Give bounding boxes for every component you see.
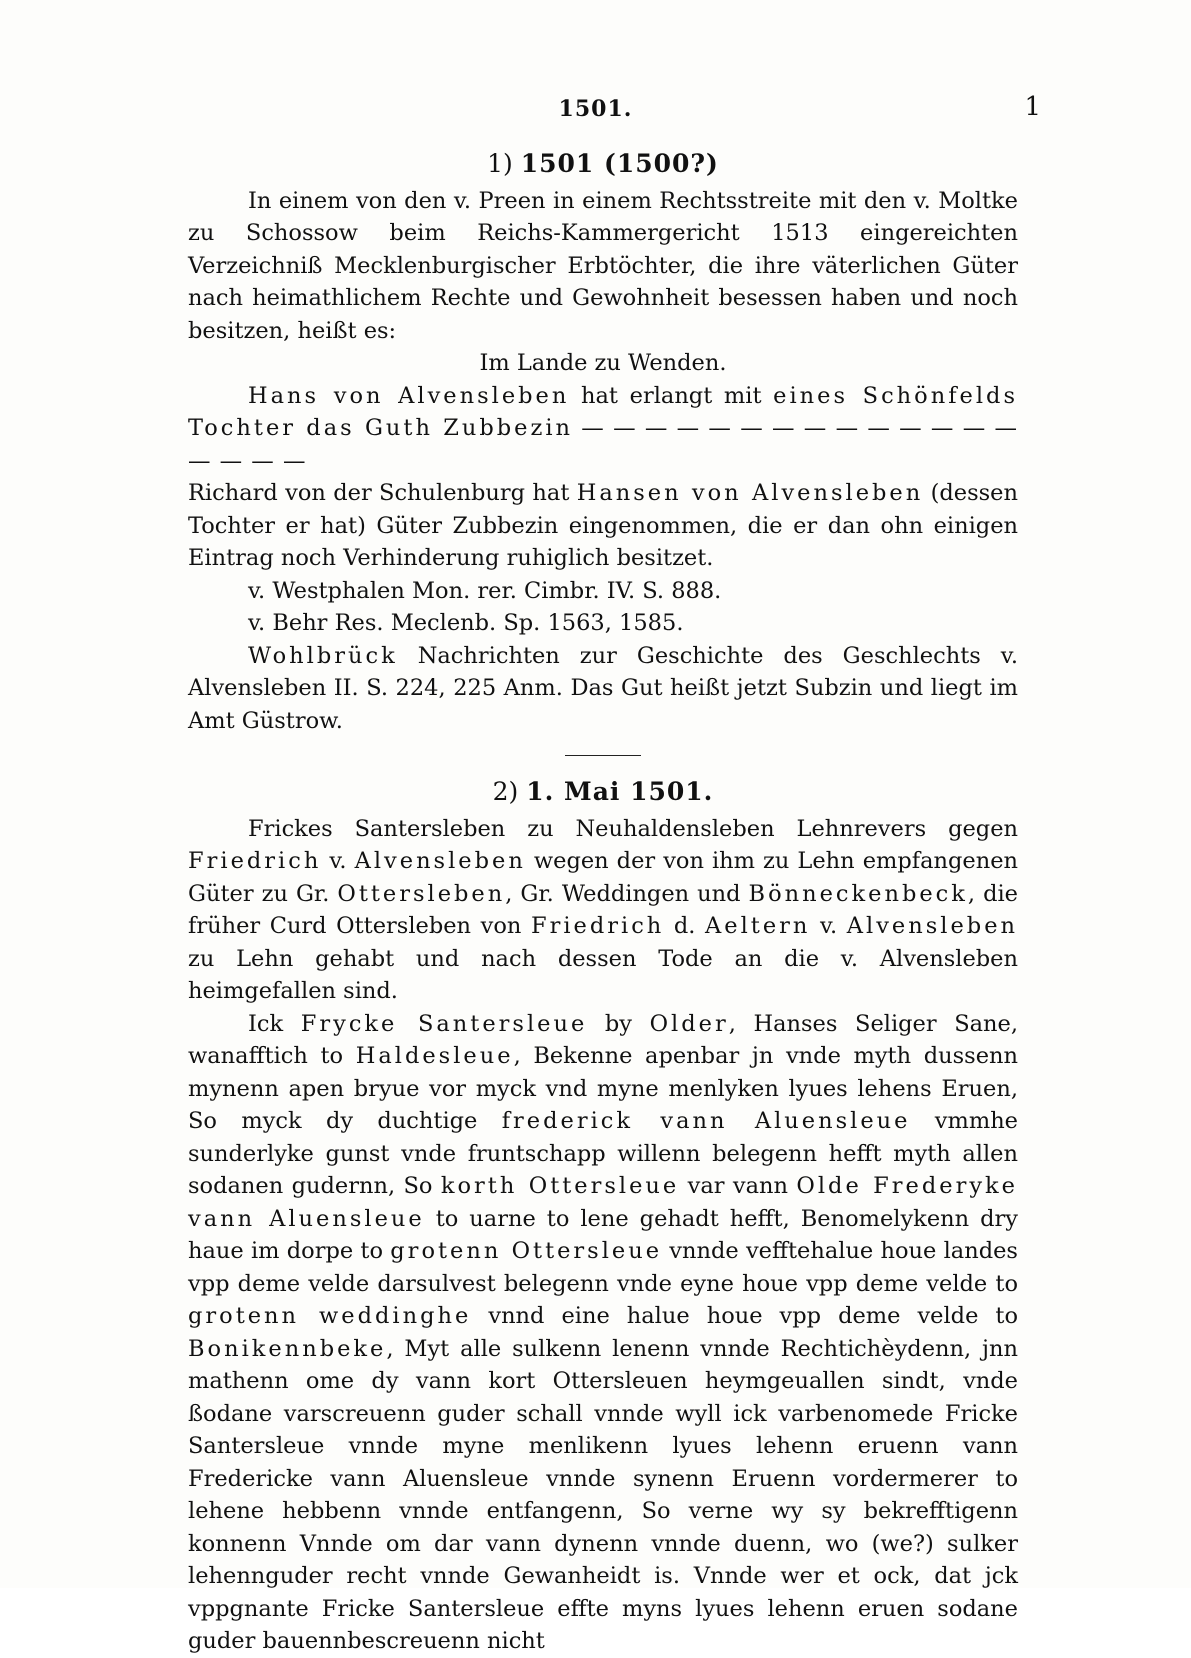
summary-text: v. [321, 848, 355, 874]
document-text: , Myt alle sulkenn lenenn vnnde Rechtichèydenn, jnn mathenn ome dy vann kort Otterslеuen heymgeuallen sindt, vnde ßodane varscreuenn guder schall vnnde wyll ick varbenomede Fricke Santersleue vnnde myne menlikenn lyues lehenn eruenn vann Fredericke vann Aluensleue vnnde synenn Eruenn vordermerer to lehene hebbenn vnnde entfangenn, So verne wy sy bekrefftigenn konnenn Vnnde om dar vann dynenn vnnde duenn, wo (we?) sulker lehennguder recht vnnde Gewanheidt is. Vnnde wer et ock, dat jck vppgnante Fricke Santersleue effte myns lyues lehenn eruen sodane guder bauennbescreuenn nicht [188, 1335, 1018, 1654]
summary-name: Bönneckenbeck [748, 880, 968, 907]
summary-name: Ottersleben [337, 880, 506, 907]
summary-text: wegen der von ihm zu Lehn empfangenen Güter zu Gr. [188, 848, 1018, 907]
document-text: Seliger Sane, wanafftich to [188, 1010, 1019, 1069]
quote-1-name: Hans von Alvensleben [248, 382, 570, 409]
summary-text: , Gr. Weddingen und [505, 880, 749, 907]
document-name: korth Ottersleue [440, 1173, 680, 1199]
entry-1-reference: v. Westphalen Mon. rer. Cimbr. IV. S. 888. [248, 577, 722, 604]
entry-2-heading [188, 776, 1018, 809]
summary-name: Aeltern [705, 913, 811, 939]
entry-1-quote-2 [188, 477, 1018, 575]
entry-2-summary [188, 813, 1018, 1008]
document-text: , [728, 1010, 754, 1037]
reference-3-text: Nachrichten zur Geschichte des Geschlechts v. Alvensleben II. S. 224, 225 Anm. Das Gut heißt jetzt Subzin und liegt im Amt Güstrow. [188, 642, 1018, 734]
entry-2-number: 2) [492, 777, 519, 806]
document-name: Hanses [753, 1010, 838, 1037]
quote-1-dashes: — — — — — — — — — — — — — — — — — — [188, 415, 1018, 474]
running-head [0, 92, 1191, 132]
summary-name: Alvensleben [354, 848, 526, 874]
entry-1-date: 1501 (1500?) [520, 149, 719, 178]
document-text: Ick [248, 1010, 301, 1037]
document-text: , Bekenne apenbar jn vnde myth dussenn mynenn apen bryue vor myck vnd myne menlyken lyues lehens Eruen, So myck dy duchtige [188, 1043, 1018, 1134]
summary-text: d. [664, 913, 706, 939]
document-name: grotenn Ottersleue [390, 1238, 663, 1264]
entry-1-reference-3 [188, 640, 1018, 738]
entry-1-intro: In einem von den v. Preen in einem Rechtsstreite mit den v. Moltke zu Schossow beim Reichs-Kammergericht 1513 eingereichten Verzeichniß Mecklenburgischer Erbtöchter, die ihre väterlichen Güter nach heimathlichem Rechte und Gewohnheit besessen haben und noch besitzen, heißt es: [188, 187, 1018, 344]
page-number: 1 [1024, 92, 1041, 122]
document-text: by [587, 1010, 650, 1037]
entry-1-number: 1) [487, 149, 513, 178]
document-text: vmmhe sunderlyke gunst vnde fruntschapp willenn belegenn hefft myth allen sodanen gudernn, So [188, 1108, 1018, 1199]
entry-1-place-line: Im Lande zu Wenden. [479, 350, 727, 376]
summary-name: Friedrich [530, 913, 665, 939]
quote-1-spaced: eines Schönfelds Tochter das Guth Zubbezin [188, 382, 1018, 441]
quote-2-name: Hansen von Alvensleben [576, 480, 924, 506]
quote-2-start: Richard von der Schulenburg hat [188, 480, 577, 506]
document-name: Older [649, 1010, 729, 1037]
summary-text: zu Lehn gehabt und nach dessen Tode an die v. Alvensleben heimgefallen sind. [188, 945, 1018, 1004]
document-name: Bonikennbeke [188, 1335, 387, 1362]
summary-text: Frickes Santersleben zu Neuhaldensleben Lehnrevers gegen [248, 815, 1018, 842]
document-text: vnnd eine halue houe vpp deme velde to [471, 1303, 1018, 1329]
quote-2-end: (dessen Tochter er hat) Güter Zubbezin eingenommen, die er dan ohn einigen Eintrag noch Verhinderung ruhiglich besitzet. [188, 480, 1018, 571]
summary-text: v. [810, 913, 847, 939]
running-title: 1501. [558, 96, 633, 122]
summary-name: Alvensleben [846, 913, 1019, 939]
document-name: Haldesleue [355, 1043, 514, 1069]
quote-1-middle: hat erlangt mit [569, 382, 774, 409]
document-name: Frycke Santersleue [300, 1010, 588, 1037]
entry-1-quote-1 [188, 380, 1018, 478]
document-text: vnnde vefftehalue houe landes vpp deme velde darsulvest belegenn vnde eyne houe vpp deme velde to [188, 1238, 1018, 1297]
document-name: Olde Frederyke vann Aluensleue [188, 1173, 1018, 1232]
entry-1-heading [188, 148, 1018, 181]
document-name: grotenn weddinghe [188, 1303, 472, 1329]
entry-2-document [188, 1008, 1018, 1658]
summary-name: Friedrich [188, 848, 322, 874]
entry-1-reference: v. Behr Res. Meclenb. Sp. 1563, 1585. [248, 610, 684, 636]
document-name: frederick vann Aluensleue [501, 1108, 911, 1134]
summary-text: , die früher Curd Ottersleben von [188, 880, 1018, 939]
section-divider [565, 755, 641, 756]
entry-2-date: 1. Mai 1501. [526, 777, 714, 806]
reference-3-author: Wohlbrück [248, 642, 398, 669]
body-text [188, 148, 1018, 1658]
document-text: to uarne to lene gehadt hefft, Benomelykenn dry haue im dorpe to [188, 1205, 1018, 1264]
document-text: var vann [679, 1173, 797, 1199]
